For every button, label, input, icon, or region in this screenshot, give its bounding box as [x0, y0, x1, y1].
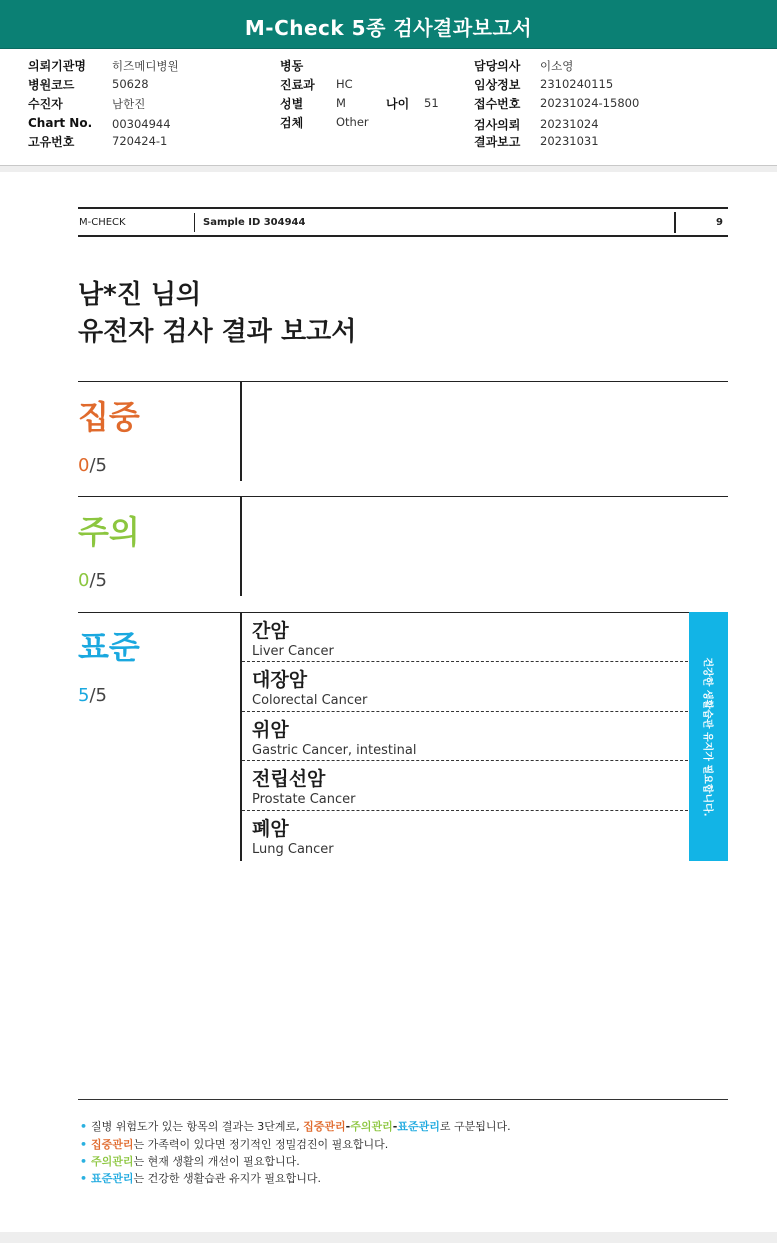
note-key-caution: 주의관리 [91, 1155, 134, 1168]
value-institution: 히즈메디병원 [112, 59, 179, 73]
page-header-top-rule [78, 207, 728, 209]
section-vertical-rule [240, 381, 242, 481]
note-3 [80, 1153, 300, 1169]
note-text: 는 현재 생활의 개선이 필요합니다. [133, 1155, 300, 1168]
section-divider [78, 496, 728, 497]
item-divider [242, 661, 688, 662]
patient-info-panel [0, 49, 777, 166]
value-hospital-code: 50628 [112, 77, 149, 91]
section-vertical-rule [240, 496, 242, 596]
score-standard-total: /5 [89, 685, 107, 706]
label-ward: 병동 [280, 59, 304, 73]
value-specimen: Other [336, 115, 369, 129]
value-chart-no: 00304944 [112, 117, 171, 131]
category-focus: 집중 [78, 398, 140, 436]
list-item [252, 719, 416, 760]
item-name-ko: 위암 [252, 719, 289, 741]
item-name-en: Liver Cancer [252, 644, 334, 659]
bullet-icon: • [80, 1155, 88, 1168]
note-text: 로 구분됩니다. [439, 1120, 511, 1133]
list-item [252, 768, 355, 809]
label-unique-id: 고유번호 [28, 135, 75, 149]
value-patient: 남한진 [112, 97, 146, 111]
bullet-icon: • [80, 1172, 88, 1185]
standard-advice-sidebar [689, 612, 728, 861]
note-key-focus: 집중관리 [303, 1120, 346, 1133]
value-test-request: 20231024 [540, 117, 599, 131]
item-divider [242, 711, 688, 712]
score-focus-count: 0 [78, 455, 90, 476]
note-key-focus: 집중관리 [91, 1138, 134, 1151]
note-2 [80, 1136, 388, 1152]
note-key-standard: 표준관리 [91, 1172, 134, 1185]
label-test-request: 검사의뢰 [474, 118, 521, 132]
list-item [252, 669, 367, 710]
item-name-ko: 간암 [252, 620, 289, 642]
label-sex: 성별 [280, 97, 304, 111]
score-standard-count: 5 [78, 685, 90, 706]
bottom-gap [0, 1232, 777, 1243]
value-receipt-no: 20231024-15800 [540, 96, 640, 110]
label-result-report: 결과보고 [474, 135, 521, 149]
label-specimen: 검체 [280, 116, 304, 130]
score-focus-total: /5 [89, 455, 107, 476]
report-title: M-Check 5종 검사결과보고서 [244, 16, 533, 40]
note-key-standard: 표준관리 [397, 1120, 440, 1133]
report-heading-line1: 남*진 님의 [78, 280, 202, 310]
header-divider [674, 212, 676, 233]
item-name-en: Prostate Cancer [252, 792, 356, 807]
note-4 [80, 1170, 321, 1186]
label-patient: 수진자 [28, 97, 63, 111]
label-receipt-no: 접수번호 [474, 97, 521, 111]
note-key-caution: 주의관리 [350, 1120, 393, 1133]
note-text: 는 가족력이 있다면 정기적인 정밀검진이 필요합니다. [133, 1138, 389, 1151]
label-department: 진료과 [280, 78, 315, 92]
label-chart-no: Chart No. [28, 116, 93, 130]
notes-divider [78, 1099, 728, 1100]
page-header-bottom-rule [78, 235, 728, 237]
value-sex: M [336, 96, 346, 110]
bullet-icon: • [80, 1138, 88, 1151]
value-result-report: 20231031 [540, 134, 599, 148]
item-name-ko: 대장암 [252, 669, 308, 691]
label-doctor: 담당의사 [474, 59, 521, 73]
note-text: 는 건강한 생활습관 유지가 필요합니다. [133, 1172, 322, 1185]
brand-label: M-CHECK [79, 217, 126, 228]
score-caution-total: /5 [89, 570, 107, 591]
item-divider [242, 760, 688, 761]
category-standard: 표준 [78, 628, 140, 666]
item-name-ko: 폐암 [252, 818, 289, 840]
section-vertical-rule [240, 612, 242, 861]
score-caution [78, 570, 107, 591]
value-clinical-info: 2310240115 [540, 77, 614, 91]
sidebar-text: 건강한 생활습관 유지가 필요합니다. [701, 656, 712, 817]
page-number: 9 [716, 217, 723, 228]
label-age: 나이 [386, 97, 410, 111]
list-item [252, 620, 334, 661]
list-item [252, 818, 334, 859]
value-department: HC [336, 77, 353, 91]
note-text: 질병 위험도가 있는 항목의 결과는 3단계로, [91, 1120, 304, 1133]
value-doctor: 이소영 [540, 59, 574, 73]
score-caution-count: 0 [78, 570, 90, 591]
label-clinical-info: 임상정보 [474, 78, 521, 92]
item-name-en: Colorectal Cancer [252, 693, 368, 708]
note-1 [80, 1118, 511, 1134]
note-dash: - [392, 1120, 398, 1133]
item-divider [242, 810, 688, 811]
report-title-bar [0, 0, 777, 49]
value-unique-id: 720424-1 [112, 134, 168, 148]
value-age: 51 [424, 96, 439, 110]
score-standard [78, 685, 107, 706]
section-divider [78, 612, 728, 613]
header-divider [194, 213, 195, 232]
note-dash: - [345, 1120, 351, 1133]
item-name-en: Lung Cancer [252, 842, 334, 857]
item-name-en: Gastric Cancer, intestinal [252, 743, 417, 758]
section-divider [78, 381, 728, 382]
label-hospital-code: 병원코드 [28, 78, 75, 92]
report-heading-line2: 유전자 검사 결과 보고서 [78, 317, 357, 347]
category-caution: 주의 [78, 513, 140, 551]
item-name-ko: 전립선암 [252, 768, 326, 790]
score-focus [78, 455, 107, 476]
label-institution: 의뢰기관명 [28, 59, 86, 73]
sample-id: Sample ID 304944 [203, 217, 306, 228]
bullet-icon: • [80, 1120, 88, 1133]
